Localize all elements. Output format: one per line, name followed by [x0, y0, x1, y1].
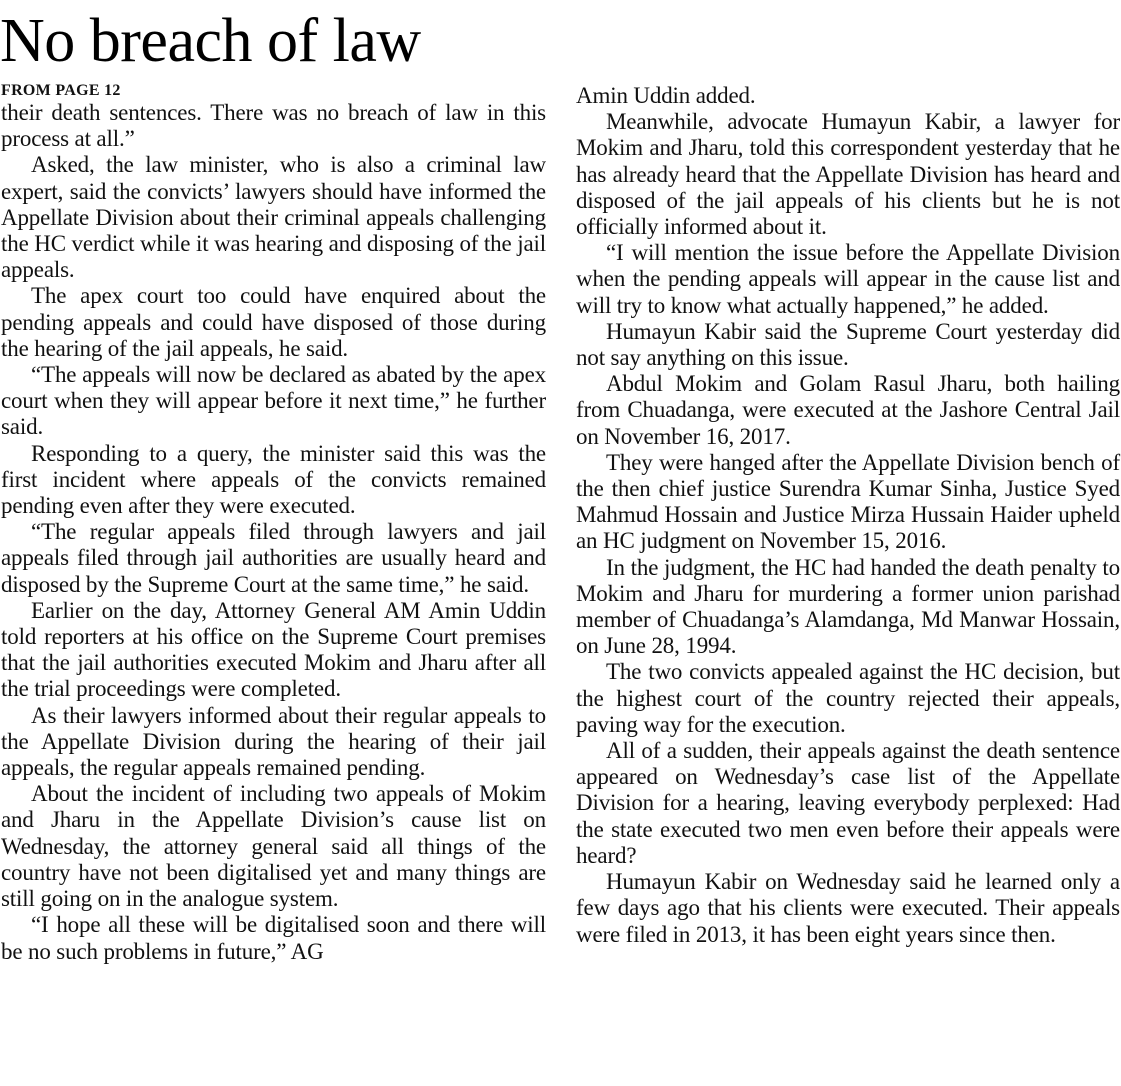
paragraph: Meanwhile, advocate Humayun Kabir, a lawyer for Mokim and Jharu, told this correspondent yesterday that he has already heard that the Appellate Division has heard and disposed of the jail appeals of his clients but he is not officially informed about it.	[576, 109, 1120, 240]
paragraph: They were hanged after the Appellate Division bench of the then chief justice Surendra Kumar Sinha, Justice Syed Mahmud Hossain and Justice Mirza Hussain Haider upheld an HC judgment on November 15, 2016.	[576, 449, 1120, 554]
paragraph: Abdul Mokim and Golam Rasul Jharu, both hailing from Chuadanga, were executed at the Jashore Central Jail on November 16, 2017.	[576, 371, 1120, 449]
paragraph: Asked, the law minister, who is also a criminal law expert, said the convicts’ lawyers should have informed the Appellate Division about their criminal appeals challenging the HC verdict while it was hearing and disposing of the jail appeals.	[1, 152, 546, 283]
paragraph: All of a sudden, their appeals against the death sentence appeared on Wednesday’s case list of the Appellate Division for a hearing, leaving everybody perplexed: Had the state executed two men even before their appeals were heard?	[576, 738, 1120, 868]
paragraph: “The appeals will now be declared as abated by the apex court when they will appear before it next time,” he further said.	[1, 362, 546, 440]
paragraph: “The regular appeals filed through lawyers and jail appeals filed through jail authorities are usually heard and disposed by the Supreme Court at the same time,” he said.	[1, 519, 546, 597]
paragraph: The two convicts appealed against the HC decision, but the highest court of the country rejected their appeals, paving way for the execution.	[576, 659, 1120, 737]
paragraph: Humayun Kabir said the Supreme Court yesterday did not say anything on this issue.	[576, 318, 1120, 371]
paragraph: “I hope all these will be digitalised soon and there will be no such problems in future,” AG	[1, 912, 546, 964]
paragraph: “I will mention the issue before the Appellate Division when the pending appeals will appear in the cause list and will try to know what actually happened,” he added.	[576, 240, 1120, 318]
continued-from-label: FROM PAGE 12	[1, 82, 121, 99]
paragraph: Earlier on the day, Attorney General AM Amin Uddin told reporters at his office on the Supreme Court premises that the jail authorities executed Mokim and Jharu after all the trial proceedings were completed.	[1, 597, 546, 702]
paragraph: Amin Uddin added.	[576, 83, 756, 108]
article-column-left	[1, 81, 546, 965]
headline: No breach of law	[0, 7, 421, 75]
paragraph: About the incident of including two appeals of Mokim and Jharu in the Appellate Division’s cause list on Wednesday, the attorney general said all things of the country have not been digitalised yet and many things are still going on in the analogue system.	[1, 781, 546, 912]
paragraph: In the judgment, the HC had handed the death penalty to Mokim and Jharu for murdering a former union parishad member of Chuadanga’s Alamdanga, Md Manwar Hossain, on June 28, 1994.	[576, 554, 1120, 659]
article-column-right	[576, 81, 1120, 948]
paragraph: Responding to a query, the minister said this was the first incident where appeals of the convicts remained pending even after they were executed.	[1, 440, 546, 519]
paragraph: their death sentences. There was no breach of law in this process at all.”	[1, 100, 546, 152]
paragraph: Humayun Kabir on Wednesday said he learned only a few days ago that his clients were executed. Their appeals were filed in 2013, it has been eight years since then.	[576, 869, 1120, 947]
paragraph: As their lawyers informed about their regular appeals to the Appellate Division during the hearing of their jail appeals, the regular appeals remained pending.	[1, 702, 546, 781]
paragraph: The apex court too could have enquired about the pending appeals and could have disposed of those during the hearing of the jail appeals, he said.	[1, 283, 546, 361]
